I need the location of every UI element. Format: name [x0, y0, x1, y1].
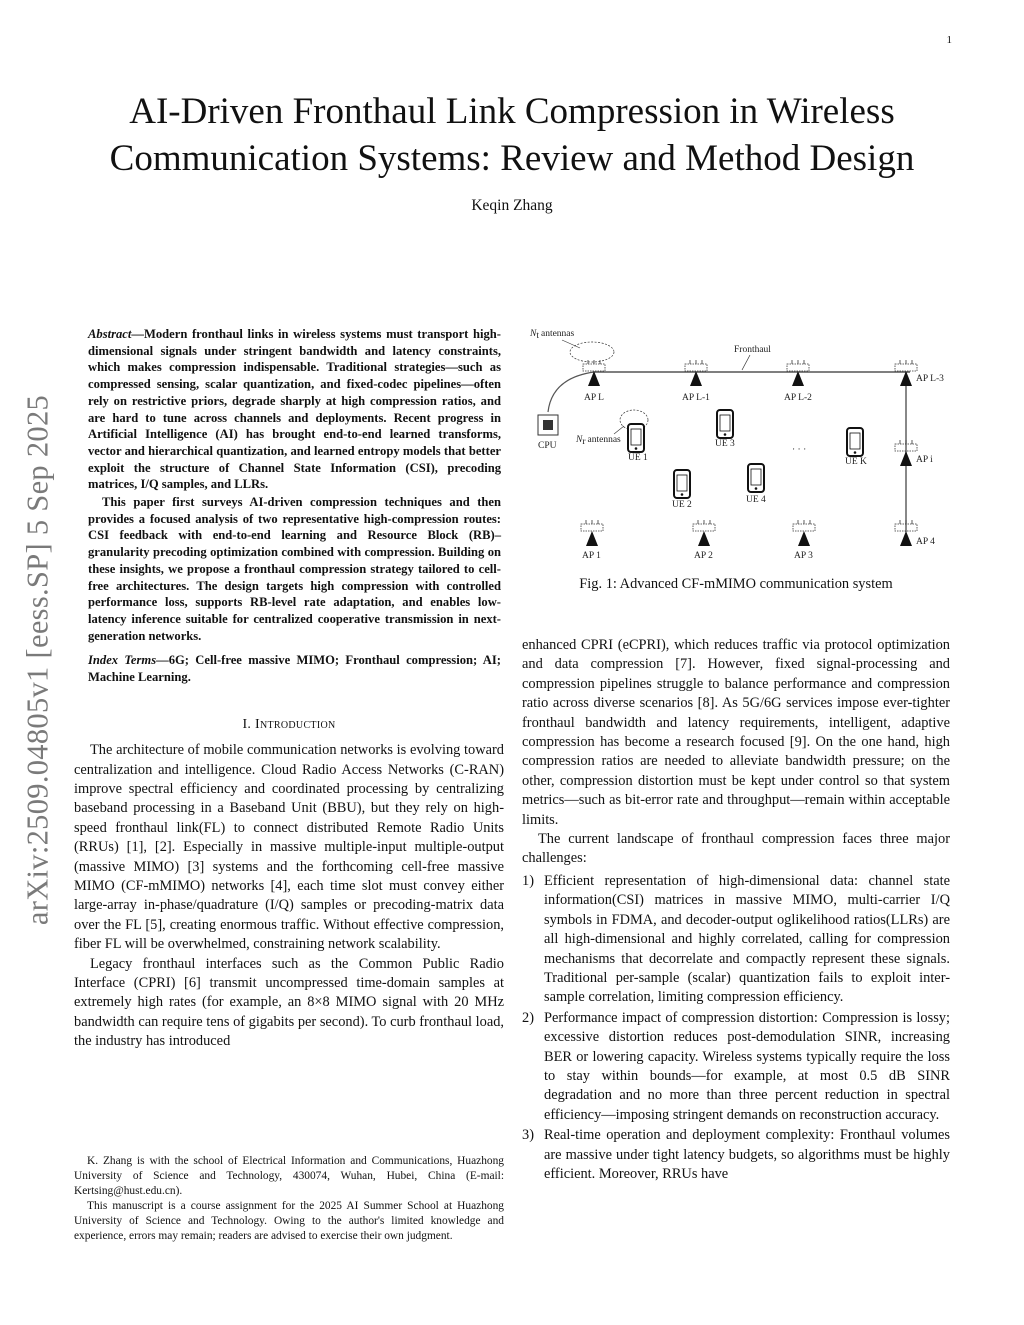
- page-number: 1: [946, 34, 952, 46]
- right-column: [522, 636, 950, 1185]
- cpu-label: CPU: [538, 441, 557, 451]
- ap-l2-icon: [787, 360, 809, 386]
- intro-right-body: [522, 636, 950, 869]
- ap-l1-label: AP L-1: [682, 393, 710, 403]
- ap1-icon: [581, 520, 603, 546]
- figure-caption: Fig. 1: Advanced CF-mMIMO communication system: [579, 576, 893, 592]
- challenges-list: [522, 872, 950, 1185]
- ap-l-label: AP L: [584, 393, 604, 403]
- intro-paragraph: The architecture of mobile communication networks is evolving toward centralization and intelligence. Cloud Radio Access Networks (C-RAN) improve spectral efficiency and coordinated processing by centralizing baseband processing in a Baseband Unit (BBU), but they rely on high-speed fronthaul link(FL) to connect distributed Remote Radio Units (RRUs) [1], [2]. Especially in massive multiple-input multiple-output (massive MIMO) [3] systems and the forthcoming cell-free massive MIMO (CF-mMIMO) networks [4], each time slot must convey either large-array in-phase/quadrature (I/Q) samples or precoding-matrix data over the FL [5], creating enormous traffic. Without effective compression, fiber FL will be overwhelmed, constraining network scalability.: [74, 742, 504, 953]
- arxiv-id: arXiv:2509.04805v1 [eess.SP] 5 Sep 2025: [20, 394, 55, 926]
- cpu-link: [548, 372, 594, 412]
- list-item-text: Performance impact of compression distortion: Compression is lossy; excessive distortion reduces post-demodulation SINR, increasing BER or lowering capacity. Wireless systems typically require the loss to stay within bounds—for example, at most 0.5 dB SINR degradation and no more than three percent reduction in spectral efficiency—imposing stringent demands on reconstruction accuracy.: [544, 1009, 950, 1123]
- uek-icon: [847, 428, 863, 456]
- index-terms: Index Terms—6G; Cell-free massive MIMO; Fronthaul compression; AI; Machine Learning.: [88, 653, 501, 685]
- list-item-text: Real-time operation and deployment complexity: Fronthaul volumes are massive under tight latency budgets, so algorithms must be highly efficient. Moreover, RRUs have: [544, 1127, 950, 1182]
- figure-1: [522, 320, 950, 600]
- ap2-label: AP 2: [694, 551, 713, 561]
- uek-label: UE K: [845, 457, 867, 467]
- ue-ellipsis: · · ·: [792, 445, 807, 455]
- nr-antennas-label: Nr antennas: [576, 435, 621, 447]
- ap4-label: AP 4: [916, 537, 935, 547]
- ap-l2-label: AP L-2: [784, 393, 812, 403]
- ue4-icon: [748, 464, 764, 492]
- arxiv-stamp: [14, 370, 62, 950]
- list-item: [522, 1009, 950, 1125]
- intro-paragraph: enhanced CPRI (eCPRI), which reduces traffic via protocol optimization and data compression [7]. However, fixed signal-processing and compression pipelines struggle to balance performance and compression ratio across diverse scenarios [8]. As 5G/6G services impose ever-tighter fronthaul bandwidth and latency requirements, intelligent, adaptive compression has become a research focused [9]. On the one hand, high compression ratios are needed to alleviate bandwidth pressure; on the other, compression distortion must be kept under control so that system metrics—such as bit-error rate and throughput—remain within acceptable limits.: [522, 637, 950, 828]
- footnote-note: This manuscript is a course assignment for the 2025 AI Summer School at Huazhong University of Science and Technology. Owing to the author's limited knowledge and experience, errors may remain; readers are advised to exercise their own judgment.: [74, 1200, 504, 1243]
- ap-i-icon: [895, 440, 917, 466]
- paper-title: AI-Driven Fronthaul Link Compression in Wireless Communication Systems: Review and Method Design: [109, 91, 915, 179]
- ap-l3-icon: [895, 360, 917, 386]
- ue2-icon: [674, 470, 690, 498]
- ap-l1-icon: [685, 360, 707, 386]
- ap-i-label: AP i: [916, 455, 933, 465]
- abstract-paragraph-1: Abstract—Modern fronthaul links in wireless systems must transport high-dimensional signals under stringent bandwidth and latency constraints, which makes compression indispensable. Traditional strategies—such as compressed sensing, scalar quantization, and fixed-codec pipelines—often rely on restrictive priors, degrade sharply at high compression ratios, and are hard to tune across channels and deployments. Recent progress in Artificial Intelligence (AI) has brought end-to-end learned transforms, vector and hierarchical quantization, and learned entropy models that better exploit the structure of Channel State Information (CSI), precoding matrices, I/Q samples, and LLRs.: [88, 327, 501, 492]
- index-terms-label: Index Terms: [88, 653, 157, 668]
- list-item: [522, 1126, 950, 1184]
- ap3-icon: [793, 520, 815, 546]
- left-column: [74, 326, 504, 1052]
- list-item-text: Efficient representation of high-dimensional data: channel state information(CSI) matrices in massive MIMO, multi-carrier I/Q symbols in FDMA, and decoder-output oglikelihood ratios(LLRs) are all high-dimensional and highly correlated, calling for compression mechanisms that decorrelate and compactly represent these signals. Traditional per-sample (scalar) quantization fails to exploit inter-sample correlation, limiting compression efficiency.: [544, 872, 950, 1006]
- ap1-label: AP 1: [582, 551, 601, 561]
- index-terms-text: 6G; Cell-free massive MIMO; Fronthaul compression; AI; Machine Learning.: [88, 653, 501, 685]
- ue4-label: UE 4: [746, 495, 766, 505]
- abstract: [74, 326, 504, 644]
- list-item: [522, 872, 950, 1008]
- ue1-icon: [628, 424, 644, 452]
- list-item-number: 2): [522, 1009, 534, 1026]
- list-item-number: 1): [522, 872, 534, 889]
- section-title: Introduction: [255, 716, 336, 732]
- section-heading-introduction: [74, 715, 504, 734]
- cf-mmimo-diagram: [522, 320, 950, 570]
- ue3-label: UE 3: [715, 439, 735, 449]
- intro-left-body: [74, 741, 504, 1052]
- ap3-label: AP 3: [794, 551, 813, 561]
- nt-antennas-label: Nt antennas: [530, 329, 575, 341]
- ap2-icon: [693, 520, 715, 546]
- footnote-affiliation: K. Zhang is with the school of Electrical Information and Communications, Huazhong University of Science and Technology, 430074, Wuhan, Hubei, China (E-mail: Kertsing@hust.edu.cn).: [74, 1155, 504, 1198]
- abstract-paragraph-2: This paper first surveys AI-driven compression techniques and then provides a focused analysis of two representative high-compression routes: CSI feedback with end-to-end learning and Resource Block (RB)–granularity precoding optimization combined with compression. Building on these insights, we propose a fronthaul compression strategy tailored to cell-free architectures. The design targets high compression with controlled performance loss, supports RB-level rate adaptation, and enables low-latency inference suitable for centralized cooperative transmission in next-generation networks.: [88, 495, 501, 643]
- ue1-label: UE 1: [628, 453, 648, 463]
- paper-author: Keqin Zhang: [471, 197, 553, 214]
- section-numeral: I.: [242, 716, 256, 732]
- list-item-number: 3): [522, 1127, 534, 1144]
- ue2-label: UE 2: [672, 500, 692, 510]
- ap-l3-label: AP L-3: [916, 374, 944, 384]
- intro-paragraph: Legacy fronthaul interfaces such as the Common Public Radio Interface (CPRI) [6] transmit uncompressed time-domain samples at extremely high rates (for example, an 8×8 MIMO signal with 20 MHz bandwidth can require tens of gigabits per second). To curb fronthaul load, the industry has introduced: [74, 955, 504, 1050]
- abstract-label: Abstract: [88, 327, 132, 341]
- abstract-text-1: Modern fronthaul links in wireless systems must transport high-dimensional signals under stringent bandwidth and latency constraints, which makes compression indispensable. Traditional strategies—such as compressed sensing, scalar quantization, and fixed-codec pipelines—often rely on restrictive priors, degrade sharply at high compression ratios, and are hard to tune across channels and deployments. Recent progress in Artificial Intelligence (AI) has brought end-to-end learned transforms, vector and hierarchical quantization, and learned entropy models that better exploit the structure of Channel State Information (CSI), precoding matrices, I/Q samples, and LLRs.: [88, 327, 501, 492]
- ue3-icon: [717, 410, 733, 438]
- footnotes: [74, 1154, 504, 1245]
- intro-paragraph: The current landscape of fronthaul compression faces three major challenges:: [522, 831, 950, 867]
- title-block: [74, 88, 950, 215]
- fronthaul-label: Fronthaul: [734, 345, 771, 355]
- ap4-icon: [895, 520, 917, 546]
